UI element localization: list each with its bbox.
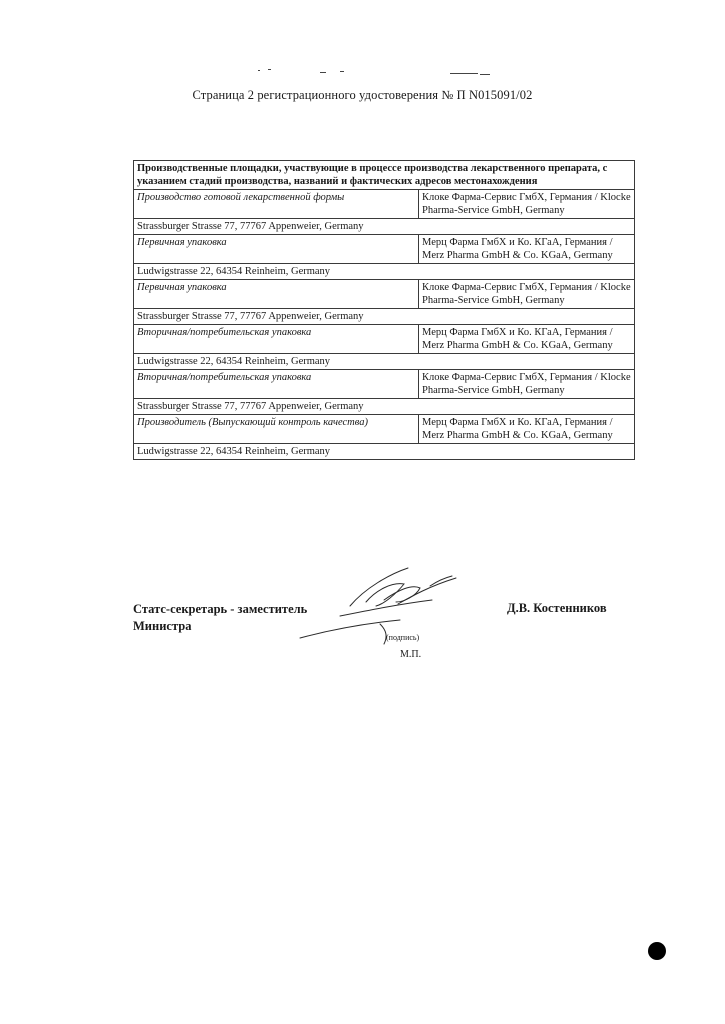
production-sites-table xyxy=(133,160,635,460)
table-row xyxy=(134,444,635,460)
black-dot-mark xyxy=(648,942,666,960)
address-cell: Ludwigstrasse 22, 64354 Reinheim, Germany xyxy=(134,354,635,370)
table-row xyxy=(134,190,635,219)
stage-cell: Производство готовой лекарственной формы xyxy=(134,190,419,219)
table-row xyxy=(134,280,635,309)
address-cell: Strassburger Strasse 77, 77767 Appenweier, Germany xyxy=(134,219,635,235)
table-row xyxy=(134,399,635,415)
signer-name: Д.В. Костенников xyxy=(507,601,607,615)
address-cell: Ludwigstrasse 22, 64354 Reinheim, Germany xyxy=(134,264,635,280)
table-row xyxy=(134,370,635,399)
table-title-row xyxy=(134,161,635,190)
table-row xyxy=(134,415,635,444)
company-cell: Клоке Фарма-Сервис ГмбХ, Германия / Klocke Pharma-Service GmbH, Germany xyxy=(419,280,635,309)
table-row xyxy=(134,354,635,370)
address-cell: Strassburger Strasse 77, 77767 Appenweier, Germany xyxy=(134,399,635,415)
seal-label: М.П. xyxy=(400,649,422,660)
table-row xyxy=(134,219,635,235)
stage-cell: Первичная упаковка xyxy=(134,235,419,264)
signer-position-line1: Статс-секретарь - заместитель xyxy=(133,602,308,616)
table-row xyxy=(134,309,635,325)
company-cell: Мерц Фарма ГмбХ и Ко. КГаА, Германия / Merz Pharma GmbH & Co. KGaA, Germany xyxy=(419,235,635,264)
stage-cell: Вторичная/потребительская упаковка xyxy=(134,325,419,354)
table-row xyxy=(134,325,635,354)
stage-cell: Первичная упаковка xyxy=(134,280,419,309)
table-row xyxy=(134,235,635,264)
table-row xyxy=(134,264,635,280)
table-title: Производственные площадки, участвующие в процессе производства лекарственного препарата, с указанием стадий производства, названий и фактических адресов местонахождения xyxy=(134,161,635,190)
company-cell: Клоке Фарма-Сервис ГмбХ, Германия / Klocke Pharma-Service GmbH, Germany xyxy=(419,190,635,219)
stage-cell: Вторичная/потребительская упаковка xyxy=(134,370,419,399)
signature-caption: (подпись) xyxy=(386,633,420,642)
address-cell: Strassburger Strasse 77, 77767 Appenweier, Germany xyxy=(134,309,635,325)
page-title: Страница 2 регистрационного удостоверения № П N015091/02 xyxy=(192,88,533,102)
company-cell: Мерц Фарма ГмбХ и Ко. КГаА, Германия / Merz Pharma GmbH & Co. KGaA, Germany xyxy=(419,325,635,354)
company-cell: Клоке Фарма-Сервис ГмбХ, Германия / Klocke Pharma-Service GmbH, Germany xyxy=(419,370,635,399)
stage-cell: Производитель (Выпускающий контроль качества) xyxy=(134,415,419,444)
scan-specks xyxy=(0,64,725,78)
signer-position-line2: Министра xyxy=(133,619,192,633)
address-cell: Ludwigstrasse 22, 64354 Reinheim, Germany xyxy=(134,444,635,460)
company-cell: Мерц Фарма ГмбХ и Ко. КГаА, Германия / Merz Pharma GmbH & Co. KGaA, Germany xyxy=(419,415,635,444)
